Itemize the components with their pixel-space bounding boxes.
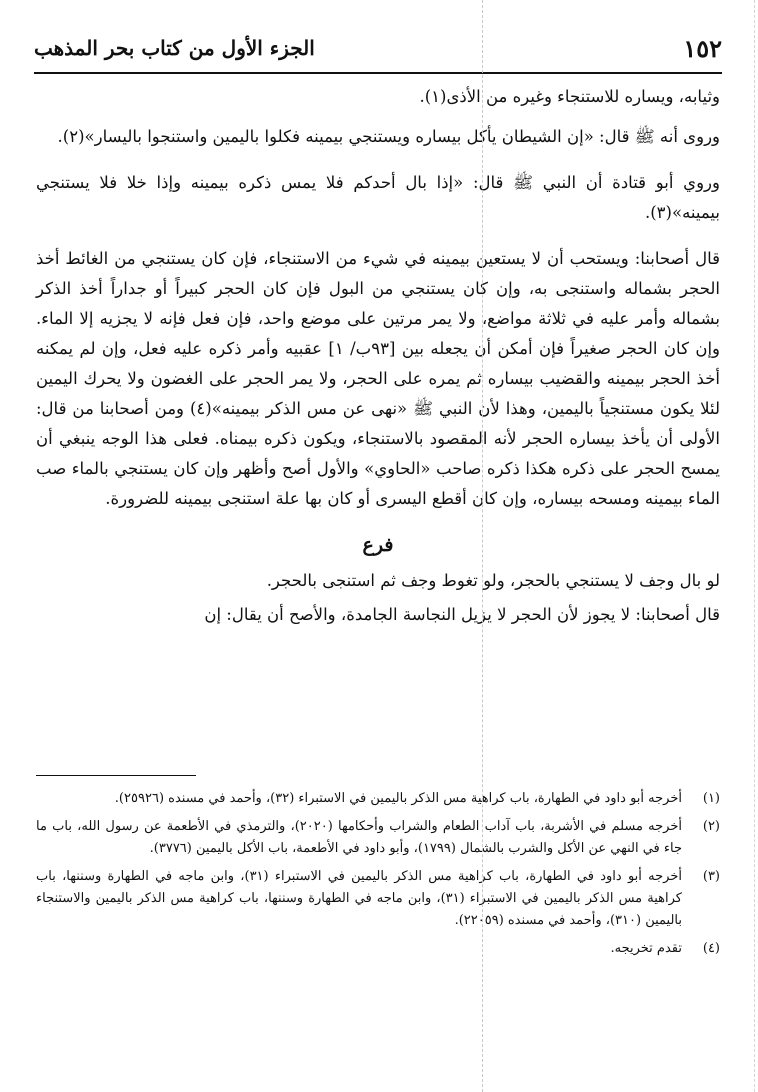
- running-title: الجزء الأول من كتاب بحر المذهب: [34, 36, 315, 60]
- footnote-text: تقدم تخريجه.: [610, 941, 682, 956]
- footnote-number: (٢): [702, 819, 720, 834]
- paragraph: وروي أبو قتادة أن النبي ﷺ قال: «إذا بال أحدكم فلا يمس ذكره بيمينه وإذا خلا فلا يستنجي بيمينه»(٣).: [36, 173, 720, 222]
- footnote-text: أخرجه أبو داود في الطهارة، باب كراهية مس الذكر باليمين في الاستبراء (٣١)، وابن ماجه في الطهارة وسننها، باب كراهية مس الذكر باليمين في الاستبراء (٣١)، وابن ماجه في الطهارة وسننها، باب كراهية مس الذكر باليمين والاستنجاء باليمين (٣١٠)، وأحمد في مسنده (٢٢٠٥٩).: [36, 869, 682, 928]
- footnotes: [36, 788, 720, 966]
- footnote-number: (١): [702, 791, 720, 806]
- footnote-text: أخرجه مسلم في الأشربة، باب آداب الطعام والشراب وأحكامها (٢٠٢٠)، والترمذي في الأطعمة عن رسول الله، باب ما جاء في النهي عن الأكل والشرب بالشمال (١٧٩٩)، وأبو داود في الأطعمة، باب الأكل باليمين (٣٧٧٦).: [36, 819, 682, 856]
- page-header: [34, 34, 722, 70]
- page-number: ١٥٢: [683, 34, 722, 63]
- footnote: [36, 816, 720, 860]
- section-heading: فرع: [362, 534, 394, 556]
- footnote-number: (٣): [702, 869, 720, 884]
- paragraph: وروى أنه ﷺ قال: «إن الشيطان يأكل بيساره ويستنجي بيمينه فكلوا باليمين واستنجوا باليسار»(٢).: [57, 127, 720, 146]
- footnote: [36, 938, 720, 960]
- footnote: [36, 866, 720, 932]
- paragraph: قال أصحابنا: لا يجوز لأن الحجر لا يزيل النجاسة الجامدة، والأصح أن يقال: إن: [204, 605, 720, 624]
- scan-edge-line: [754, 0, 755, 1092]
- header-rule: [34, 72, 722, 74]
- footnote: [36, 788, 720, 810]
- paragraph: لو بال وجف لا يستنجي بالحجر، ولو تغوط وجف ثم استنجى بالحجر.: [266, 571, 720, 590]
- scan-crease-line: [482, 0, 483, 1092]
- paragraph: وثيابه، ويساره للاستنجاء وغيره من الأذى(١).: [419, 87, 720, 106]
- footnote-number: (٤): [702, 941, 720, 956]
- footnote-rule: [36, 775, 196, 776]
- main-text: [36, 82, 720, 634]
- paragraph: قال أصحابنا: ويستحب أن لا يستعين بيمينه في شيء من الاستنجاء، فإن كان يستنجي من الغائط أخذ الحجر بشماله واستنجى به، وإن كان يستنجي من البول فإن كان الحجر كبيراً أو جداراً أخذ الذكر بشماله وأمر عليه في ثلاثة مواضع، ولا يمر مرتين على موضع واحد، فإن فعل فإنه لا يجزيه إلا الماء. وإن كان الحجر صغيراً فإن أمكن أن يجعله بين [٩٣ب/ ١] عقبيه وأمر ذكره عليه فعل، وإن لم يمكنه أخذ الحجر بيمينه والقضيب بيساره ثم يمره على الحجر، ولا يمر الحجر على الغضون ولا يحرك اليمين لئلا يكون مستنجياً باليمين، وهذا لأن النبي ﷺ «نهى عن مس الذكر بيمينه»(٤) ومن أصحابنا من قال: الأولى أن يأخذ بيساره الحجر لأنه المقصود بالاستنجاء، ويكون ذكره بيمناه. فعلى هذا الوجه ينبغي أن يمسح الحجر على ذكره هكذا ذكره صاحب «الحاوي» والأول أصح وأظهر وإن كان يستنجي بالماء صب الماء بيمينه ومسحه بيساره، وإن كان أقطع اليسرى أو كان بها علة استنجى بيمينه للضرورة.: [36, 249, 721, 508]
- footnote-text: أخرجه أبو داود في الطهارة، باب كراهية مس الذكر باليمين في الاستبراء (٣٢)، وأحمد في مسنده (٢٥٩٢٦).: [114, 791, 682, 806]
